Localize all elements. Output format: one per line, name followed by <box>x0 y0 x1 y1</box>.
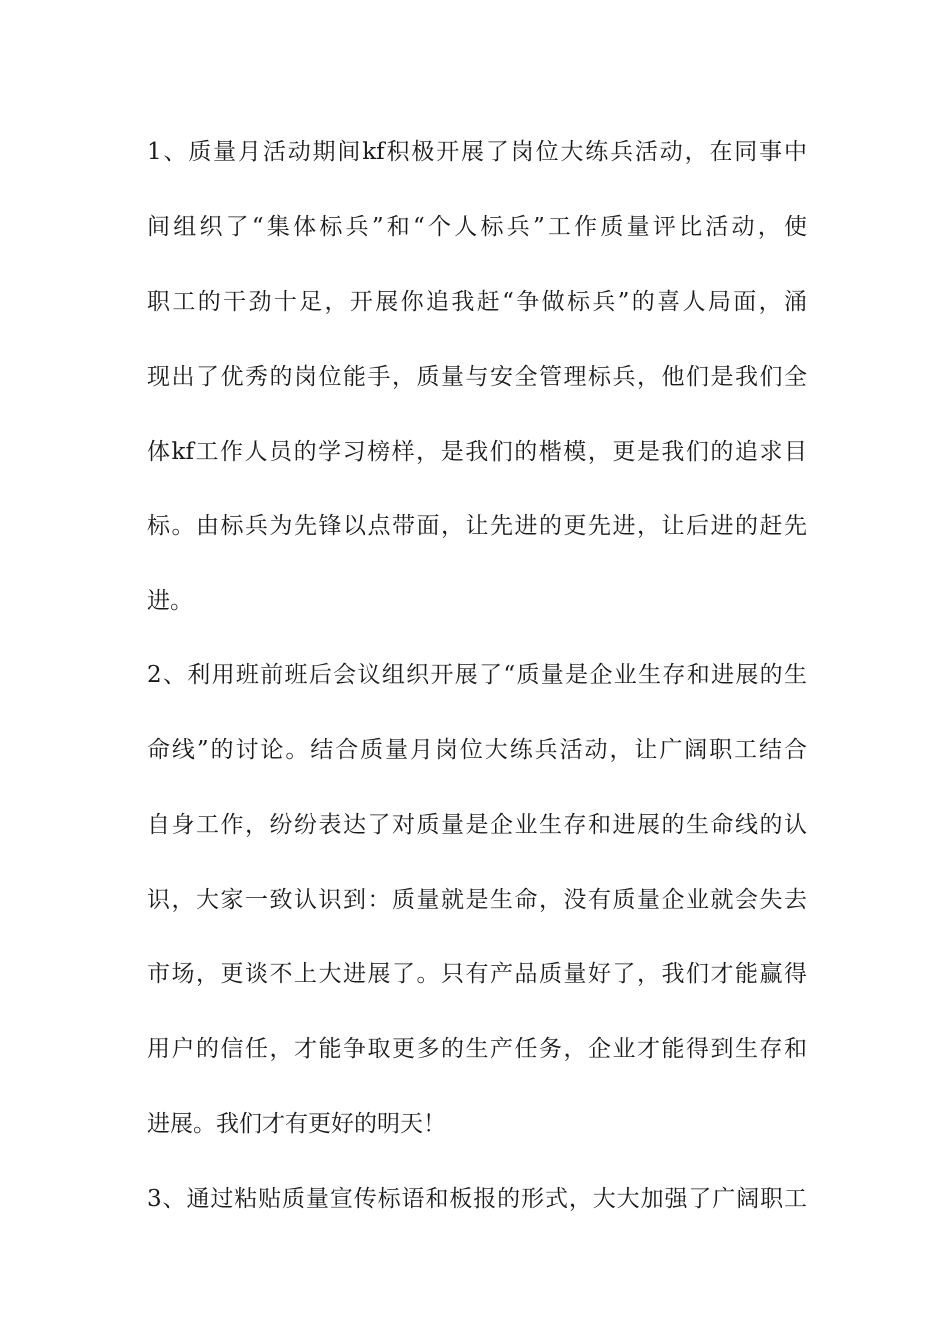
paragraph-2-line-2: 命线”的讨论。结合质量月岗位大练兵活动，让广阔职工结合 <box>147 737 807 763</box>
paragraph-2-line-1: 2、利用班前班后会议组织开展了“质量是企业生存和进展的生 <box>147 662 807 688</box>
paragraph-1-line-2: 间组织了“集体标兵”和“个人标兵”工作质量评比活动，使 <box>147 214 807 240</box>
paragraph-1-line-5: 体kf工作人员的学习榜样，是我们的楷模，更是我们的追求目 <box>147 439 807 465</box>
paragraph-2-line-7: 进展。我们才有更好的明天！ <box>147 1111 446 1137</box>
paragraph-2-line-4: 识，大家一致认识到：质量就是生命，没有质量企业就会失去 <box>147 887 807 913</box>
paragraph-1-line-4: 现出了优秀的岗位能手，质量与安全管理标兵，他们是我们全 <box>147 364 807 390</box>
paragraph-2-line-5: 市场，更谈不上大进展了。只有产品质量好了，我们才能赢得 <box>147 961 807 987</box>
paragraph-1-line-1: 1、质量月活动期间kf积极开展了岗位大练兵活动，在同事中 <box>147 139 807 165</box>
paragraph-2-line-6: 用户的信任，才能争取更多的生产任务，企业才能得到生存和 <box>147 1036 807 1062</box>
paragraph-1-line-7: 进。 <box>147 588 193 614</box>
paragraph-1-line-3: 职工的干劲十足，开展你追我赶“争做标兵”的喜人局面，涌 <box>147 289 807 315</box>
paragraph-1-line-6: 标。由标兵为先锋以点带面，让先进的更先进，让后进的赶先 <box>147 513 807 539</box>
paragraph-3-line-1: 3、通过粘贴质量宣传标语和板报的形式，大大加强了广阔职工 <box>147 1186 807 1212</box>
paragraph-2-line-3: 自身工作，纷纷表达了对质量是企业生存和进展的生命线的认 <box>147 812 807 838</box>
